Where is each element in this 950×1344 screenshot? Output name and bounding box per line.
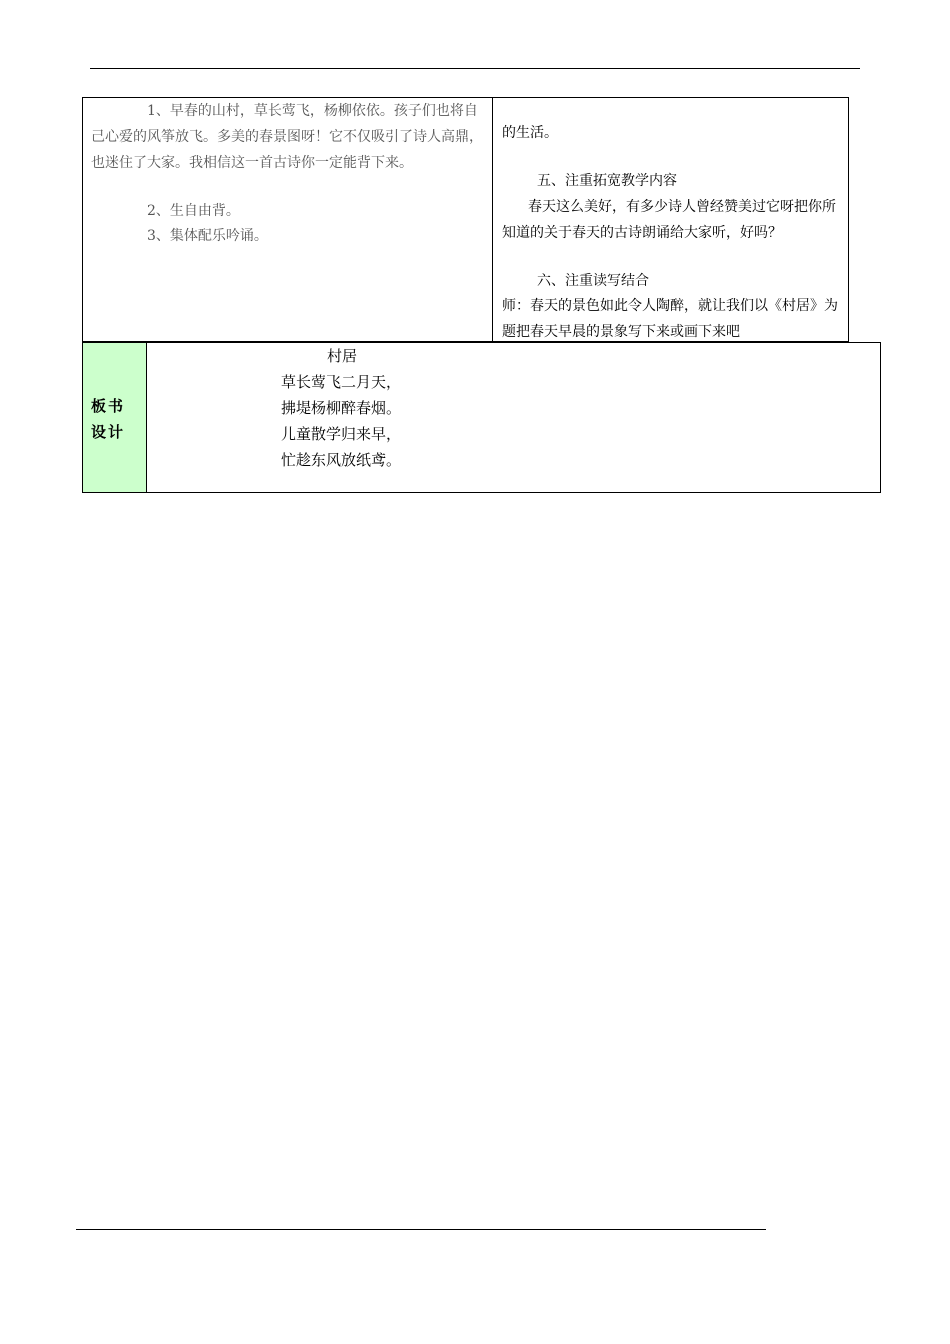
board-design-label [91,393,125,445]
poem-line-3: 儿童散学归来早， [281,425,402,443]
teaching-steps-cell [82,97,493,342]
design-notes-cell [492,97,849,342]
section-6-text: 师：春天的景色如此令人陶醉，就让我们以《村居》为题把春天早晨的景象写下来或画下来吧 [502,298,838,340]
board-design-cell [146,342,881,493]
poem-line-2: 拂堤杨柳醉春烟。 [281,399,402,417]
section-6-heading: 六、注重读写结合 [537,273,649,289]
poem-line-4: 忙趁东风放纸鸢。 [281,451,402,469]
step-2-text: 2、生自由背。 [147,203,240,219]
footer-rule [76,1229,766,1230]
header-rule [90,68,860,69]
step-3-text: 3、集体配乐吟诵。 [147,228,268,244]
step-1-text: 1、早春的山村，草长莺飞，杨柳依依。孩子们也将自己心爱的风筝放飞。多美的春景图呀！它不仅吸引了诗人高鼎，也迷住了大家。我相信这一首古诗你一定能背下来。 [91,103,483,171]
label-line-2: 设计 [91,423,126,441]
poem-title: 村居 [327,347,358,365]
section-5-text: 春天这么美好，有多少诗人曾经赞美过它呀把你所知道的关于春天的古诗朗诵给大家听，好吗？ [502,199,836,241]
poem-line-1: 草长莺飞二月天， [281,373,402,391]
board-design-label-cell [82,342,147,493]
life-text: 的生活。 [502,125,558,141]
label-line-1: 板书 [91,397,126,415]
section-5-heading: 五、注重拓宽教学内容 [537,173,677,189]
